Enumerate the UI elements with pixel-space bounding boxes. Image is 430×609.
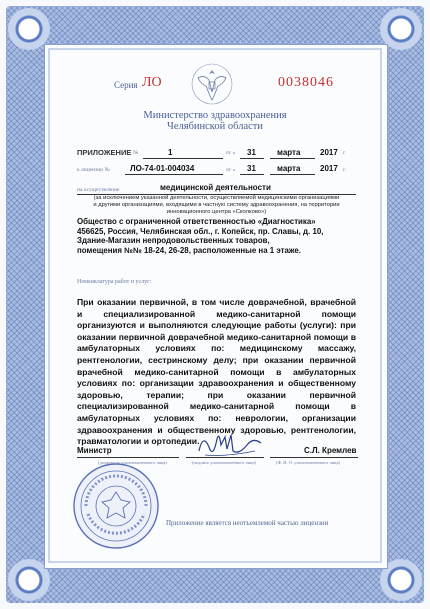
license-appendix-page: Серия ЛО 0038046 Министерство здравоохранения Челябинской области ПРИЛОЖЕНИЕ № 1 от « 31 марта 2017 г. к лицензии № ЛО-74-01-004034 от « 31 марта 2017 г. на осуществление медицинской деятельности (за исключением указанной деятельности, осуществляемой медицинскими организациями и другими организациями, входящими в частную систему здравоохранения, на территории инновационного центра «Сколково») Общество с ограниченной ответственностью «Диагностика» 456625, Россия, Челябинская обл., г. Копейск, пр. Славы, д. 10, Здание-Магазин непродовольственных товаров, помещения №№ 18-24, 26-28, расположенные на 1 этаже. Номенклатура работ и услуг: При оказании первичной, в том числе доврачебной, врачебной и специализированной медико-санитарной помощи организуются и выполняются следующие работы (услуги): при оказании первичной доврачебной медико-санитарной помощи в амбулаторных условиях по: медицинскому массажу, рентгенологии, сестринскому делу; при оказании первичной врачебной медико-санитарной помощи в амбулаторных условиях по: организации здравоохранения и общественному здоровью, терапии; при оказании первичной специализированной медико-санитарной помощи в амбулаторных условиях по: неврологии, организации здравоохранения и общественному здоровью, рентгенологии, травматологии и ортопедии. Министр С.Л. Кремлев (должность уполномоченного лица) (подпись уполномоченного лица) (Ф. И. О. уполномоченного лица) Приложение является неотъемлемой частью лицензии: [0, 0, 430, 609]
services-text: При оказании первичной, в том числе доврачебной, врачебной и специализированной медико-санитарной помощи организуются и выполняются следующие работы (услуги): при оказании первичной доврачебной медико-санитарной помощи в амбулаторных условиях по: медицинскому массажу, рентгенологии, сестринскому делу; при оказании первичной врачебной медико-санитарной помощи в амбулаторных условиях по: организации здравоохранения и общественному здоровью, терапии; при оказании первичной специализированной медико-санитарной помощи в амбулаторных условиях по: неврологии, организации здравоохранения и общественному здоровью, рентгенологии, травматологии и ортопедии.: [77, 297, 356, 447]
handwritten-signature: [195, 427, 265, 463]
appendix-month: марта: [277, 148, 301, 157]
license-number: ЛО-74-01-004034: [130, 164, 195, 173]
appendix-year: 2017: [320, 148, 338, 157]
license-label: к лицензии №: [77, 167, 110, 173]
appendix-label: ПРИЛОЖЕНИЕ: [77, 148, 132, 157]
organization-details: Общество с ограниченной ответственностью «Диагностика» 456625, Россия, Челябинская обл., г. Копейск, пр. Славы, д. 10, Здание-Магазин непродовольственных товаров, помещения №№ 18-24, 26-28, расположенные на 1 этаже.: [77, 217, 324, 255]
minister-label: Министр: [77, 446, 112, 455]
name-caption: (Ф. И. О. уполномоченного лица): [276, 460, 340, 465]
minister-name: С.Л. Кремлев: [304, 446, 357, 455]
ministry-title: Министерство здравоохранения Челябинской области: [143, 110, 287, 132]
footer-note: Приложение является неотъемлемой частью лицензии: [166, 519, 329, 527]
official-seal-icon: [72, 462, 160, 550]
series-label: Серия: [114, 80, 138, 90]
activity-note: (за исключением указанной деятельности, осуществляемой медицинскими организациями и другими организациями, входящими в частную систему здравоохранения, на территории инновационного центра «Сколково»): [93, 195, 340, 215]
license-month: марта: [277, 164, 301, 173]
appendix-number: 1: [168, 148, 173, 157]
appendix-day: 31: [247, 148, 256, 157]
license-year: 2017: [320, 164, 338, 173]
signature-caption: (подпись уполномоченного лица): [192, 460, 256, 465]
position-caption: (должность уполномоченного лица): [98, 460, 167, 465]
nomenclature-label: Номенклатура работ и услуг:: [77, 279, 152, 285]
license-day: 31: [247, 164, 256, 173]
activity-type: медицинской деятельности: [160, 183, 271, 192]
coat-of-arms-icon: [190, 62, 234, 106]
activity-label: на осуществление: [77, 187, 120, 193]
form-number: 0038046: [278, 75, 334, 90]
series-value: ЛО: [142, 75, 162, 90]
